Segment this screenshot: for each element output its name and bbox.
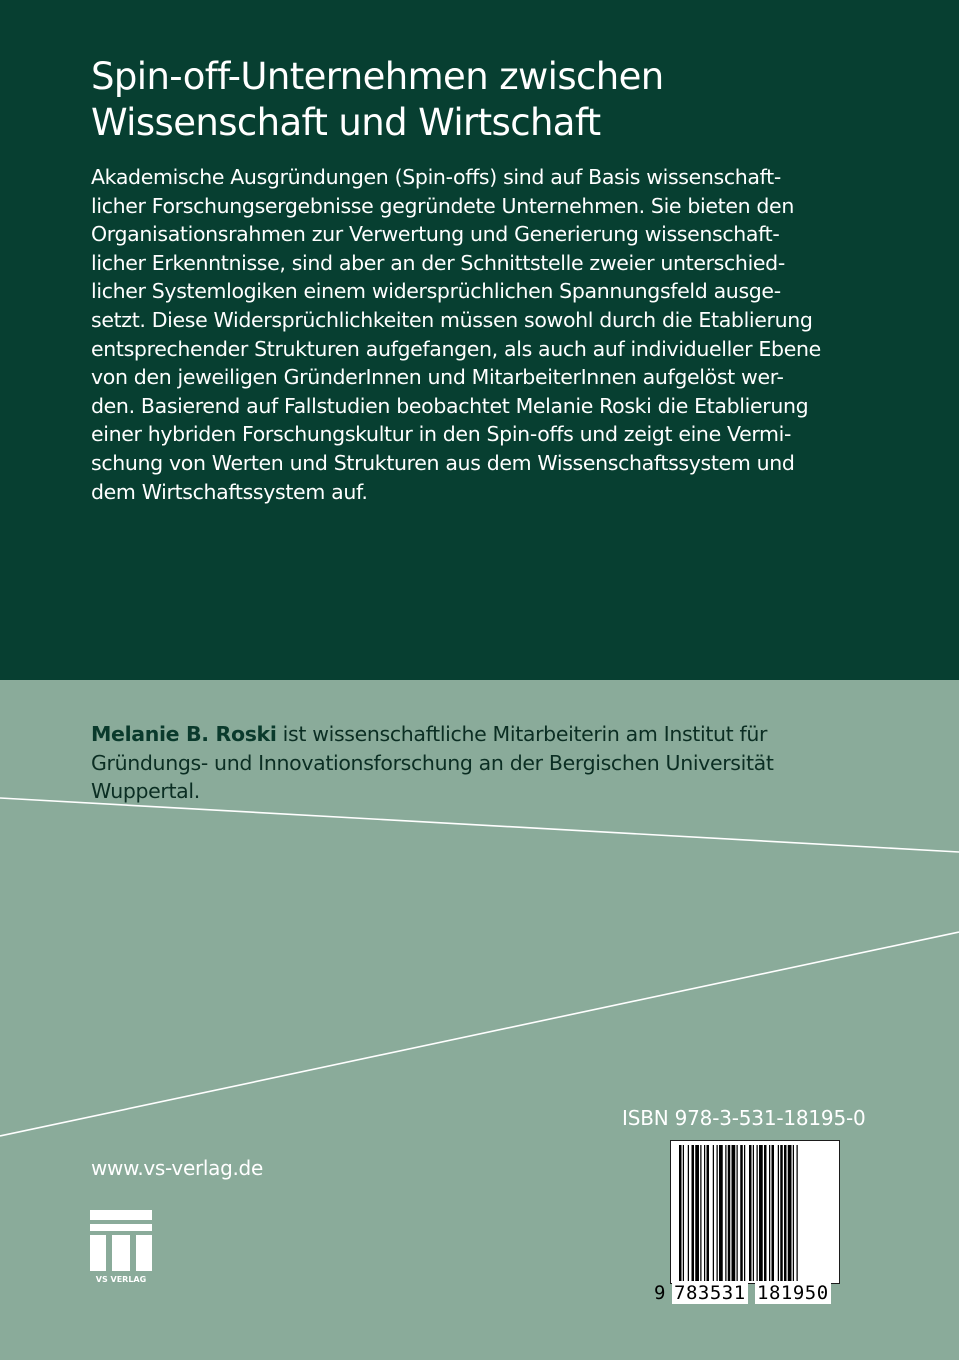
barcode-digit-group-1: 783531 — [674, 1282, 746, 1304]
barcode — [670, 1140, 840, 1284]
author-name: Melanie B. Roski — [91, 722, 277, 746]
title-line-2: Wissenschaft und Wirtschaft — [91, 101, 601, 144]
book-title — [91, 54, 911, 146]
barcode-digit-group-2: 181950 — [757, 1282, 829, 1304]
author-bio: ist wissenschaftliche Mitarbeiterin am Institut für Gründungs- und Innovationsforschung an der Bergischen Universität Wuppertal. — [91, 722, 774, 804]
vs-verlag-logo — [90, 1210, 152, 1285]
barcode-first-digit: 9 — [654, 1282, 666, 1304]
book-blurb: Akademische Ausgründungen (Spin-offs) sind auf Basis wissenschaft- licher Forschungsergebnisse gegründete Unternehmen. Sie bieten den Organisationsrahmen zur Verwertung und Generierung wissenschaft- licher Erkenntnisse, sind aber an der Schnittstelle zweier unterschied- licher Systemlogiken einem widersprüchlichen Spannungsfeld ausge- setzt. Diese Widersprüchlichkeiten müssen sowohl durch die Etablierung entsprechender Strukturen aufgefangen, als auch auf individueller Ebene von den jeweiligen GründerInnen und MitarbeiterInnen aufgelöst wer- den. Basierend auf Fallstudien beobachtet Melanie Roski die Etablierung einer hybriden Forschungskultur in den Spin-offs und zeigt eine Vermi- schung von Werten und Strukturen aus dem Wissenschaftssystem und dem Wirtschaftssystem auf. — [91, 165, 821, 504]
author-bio-block — [91, 720, 851, 806]
publisher-url: www.vs-verlag.de — [91, 1156, 263, 1180]
isbn-label: ISBN 978-3-531-18195-0 — [622, 1106, 866, 1130]
diagonal-line-upper — [0, 798, 959, 852]
title-line-1: Spin-off-Unternehmen zwischen — [91, 55, 664, 98]
barcode-bars — [671, 1141, 839, 1283]
logo-text: VS VERLAG — [95, 1275, 147, 1284]
